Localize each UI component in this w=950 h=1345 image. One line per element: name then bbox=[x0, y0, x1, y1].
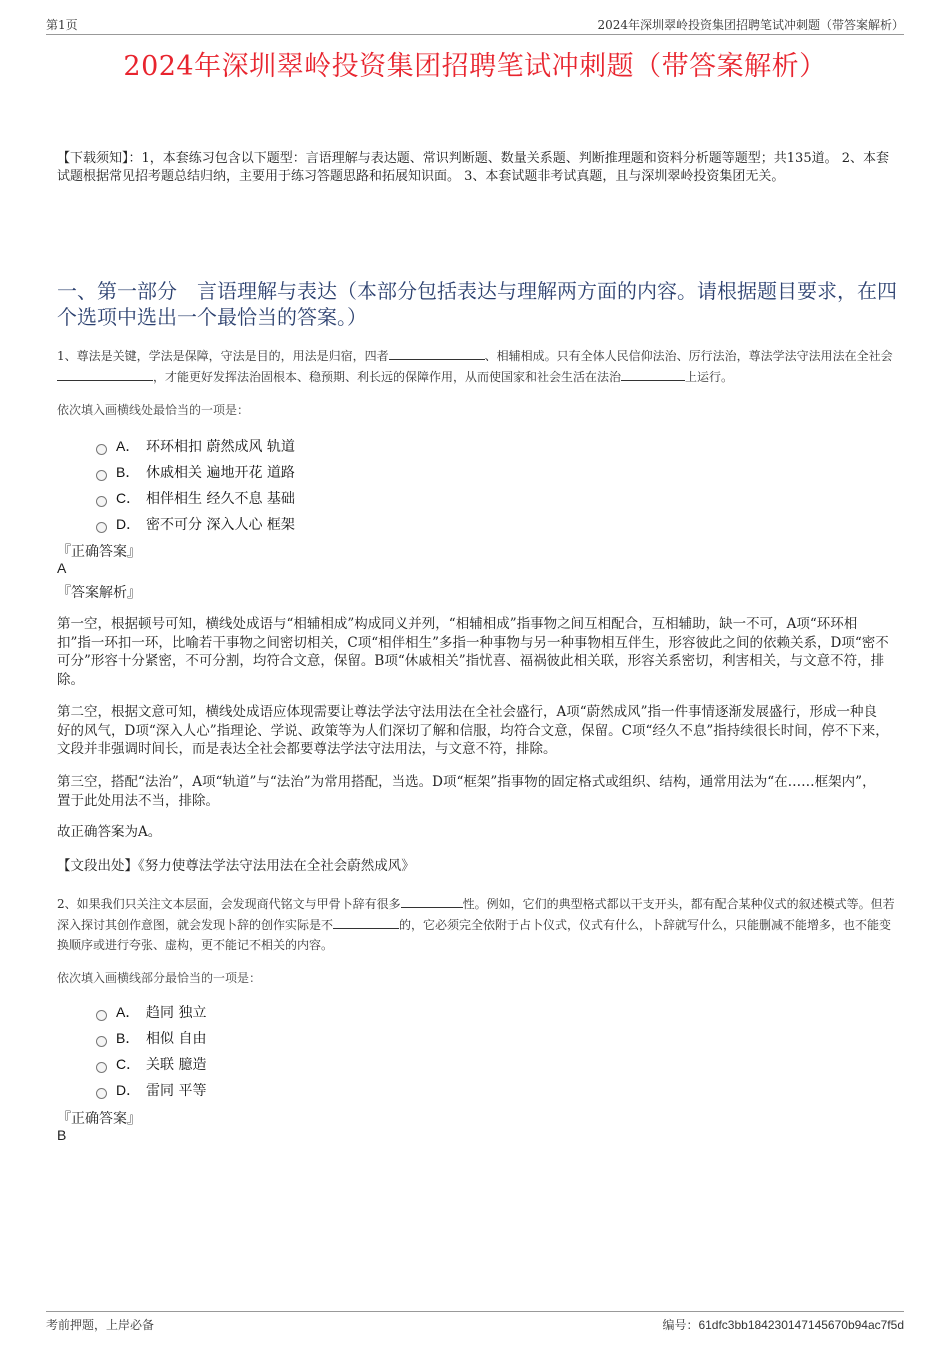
radio-button[interactable] bbox=[96, 444, 107, 455]
radio-button[interactable] bbox=[96, 1036, 107, 1047]
analysis-paragraph-1: 第一空，根据顿号可知，横线处成语与“相辅相成”构成同义并列，“相辅相成”指事物之间互相配合，互相辅助，缺一不可，A项“环环相扣”指一环扣一环，比喻若干事物之间密切相关，C项“相伴相生”多指一种事物与另一种事物相互伴生，形容彼此之间的依赖关系，D项“密不可分”形容十分紧密，不可分割，均符合文意，保留。B项“休戚相关”指忧喜、福祸彼此相关联，形容关系密切，利害相关，与文意不符，排除。 bbox=[57, 616, 889, 688]
correct-answer-label: 『正确答案』 bbox=[57, 544, 141, 560]
download-notice: 【下载须知】：1，本套练习包含以下题型：言语理解与表达题、常识判断题、数量关系题、判断推理题和资料分析题等题型；共135道。 2、本套试题根据常见招考题总结归纳，主要用于练习答题思路和拓展知识面。 3、本套试题非考试真题，且与深圳翠岭投资集团无关。 bbox=[57, 151, 889, 184]
option-a[interactable]: A． 环环相扣 蔚然成风 轨道 bbox=[96, 433, 295, 459]
blank-line bbox=[389, 345, 485, 360]
option-d[interactable]: D． 雷同 平等 bbox=[96, 1077, 206, 1103]
analysis-conclusion: 故正确答案为A。 bbox=[57, 824, 162, 840]
page-footer bbox=[46, 1311, 904, 1334]
document-id: 编号：61dfc3bb184230147145670b94ac7f5d bbox=[662, 1318, 904, 1332]
radio-button[interactable] bbox=[96, 496, 107, 507]
question-2-options bbox=[96, 999, 206, 1103]
question-1-prompt: 依次填入画横线处最恰当的一项是： bbox=[57, 403, 250, 417]
section-title: 一、第一部分 言语理解与表达（本部分包括表达与理解两方面的内容。请根据题目要求，在四个选项中选出一个最恰当的答案。） bbox=[57, 279, 897, 329]
question-2-prompt: 依次填入画横线部分最恰当的一项是： bbox=[57, 971, 262, 985]
radio-button[interactable] bbox=[96, 470, 107, 481]
question-2-text: 2、如果我们只关注文本层面，会发现商代铭文与甲骨卜辞有很多 性。例如，它们的典型格式都以干支开头，都有配合某种仪式的叙述模式等。但若深入探讨其创作意图，就会发现卜辞的创作实际是不 的，它必须完全依附于占卜仪式，仪式有什么，卜辞就写什么，只能删减不能增多，也不能变换顺序或进行夸张、虚构，更不能记不相关的内容。 bbox=[57, 893, 897, 955]
passage-source: 【文段出处】《努力使尊法学法守法用法在全社会蔚然成风》 bbox=[57, 858, 415, 874]
page-number: 第1页 bbox=[46, 18, 78, 32]
analysis-label: 『答案解析』 bbox=[57, 585, 141, 601]
option-b[interactable]: B． 相似 自由 bbox=[96, 1025, 206, 1051]
correct-answer-value: A bbox=[57, 560, 67, 576]
blank-line bbox=[333, 914, 399, 929]
analysis-paragraph-3: 第三空，搭配“法治”，A项“轨道”与“法治”为常用搭配，当选。D项“框架”指事物的固定格式或组织、结构，通常用法为“在……框架内”，置于此处用法不当，排除。 bbox=[57, 774, 876, 809]
blank-line bbox=[57, 366, 153, 381]
header-doc-title: 2024年深圳翠岭投资集团招聘笔试冲刺题（带答案解析） bbox=[597, 18, 904, 32]
blank-line bbox=[621, 366, 685, 381]
blank-line bbox=[401, 893, 463, 908]
question-1-options bbox=[96, 433, 295, 537]
correct-answer-label: 『正确答案』 bbox=[57, 1111, 141, 1127]
correct-answer-value: B bbox=[57, 1127, 67, 1143]
document-title: 2024年深圳翠岭投资集团招聘笔试冲刺题（带答案解析） bbox=[123, 51, 827, 82]
radio-button[interactable] bbox=[96, 1088, 107, 1099]
radio-button[interactable] bbox=[96, 1010, 107, 1021]
option-c[interactable]: C． 关联 臆造 bbox=[96, 1051, 206, 1077]
footer-slogan: 考前押题，上岸必备 bbox=[46, 1318, 155, 1332]
option-d[interactable]: D． 密不可分 深入人心 框架 bbox=[96, 511, 295, 537]
radio-button[interactable] bbox=[96, 522, 107, 533]
option-b[interactable]: B． 休戚相关 遍地开花 道路 bbox=[96, 459, 295, 485]
option-a[interactable]: A． 趋同 独立 bbox=[96, 999, 206, 1025]
page-header bbox=[46, 14, 904, 35]
analysis-paragraph-2: 第二空，根据文意可知，横线处成语应体现需要让尊法学法守法用法在全社会盛行，A项“蔚然成风”指一件事情逐渐发展盛行，形成一种良好的风气，D项“深入人心”指理论、学说、政策等为人们深切了解和信服，均符合文意，保留。C项“经久不息”指持续很长时间，停不下来，文段并非强调时间长，而是表达全社会都要尊法学法守法用法，与文意不符，排除。 bbox=[57, 704, 889, 757]
question-1-text: 1、尊法是关键，学法是保障，守法是目的，用法是归宿，四者 、相辅相成。只有全体人民信仰法治、厉行法治，尊法学法守法用法在全社会，才能更好发挥法治固根本、稳预期、利长远的保障作用，从而使国家和社会生活在法治 上运行。 bbox=[57, 345, 897, 387]
radio-button[interactable] bbox=[96, 1062, 107, 1073]
option-c[interactable]: C． 相伴相生 经久不息 基础 bbox=[96, 485, 295, 511]
